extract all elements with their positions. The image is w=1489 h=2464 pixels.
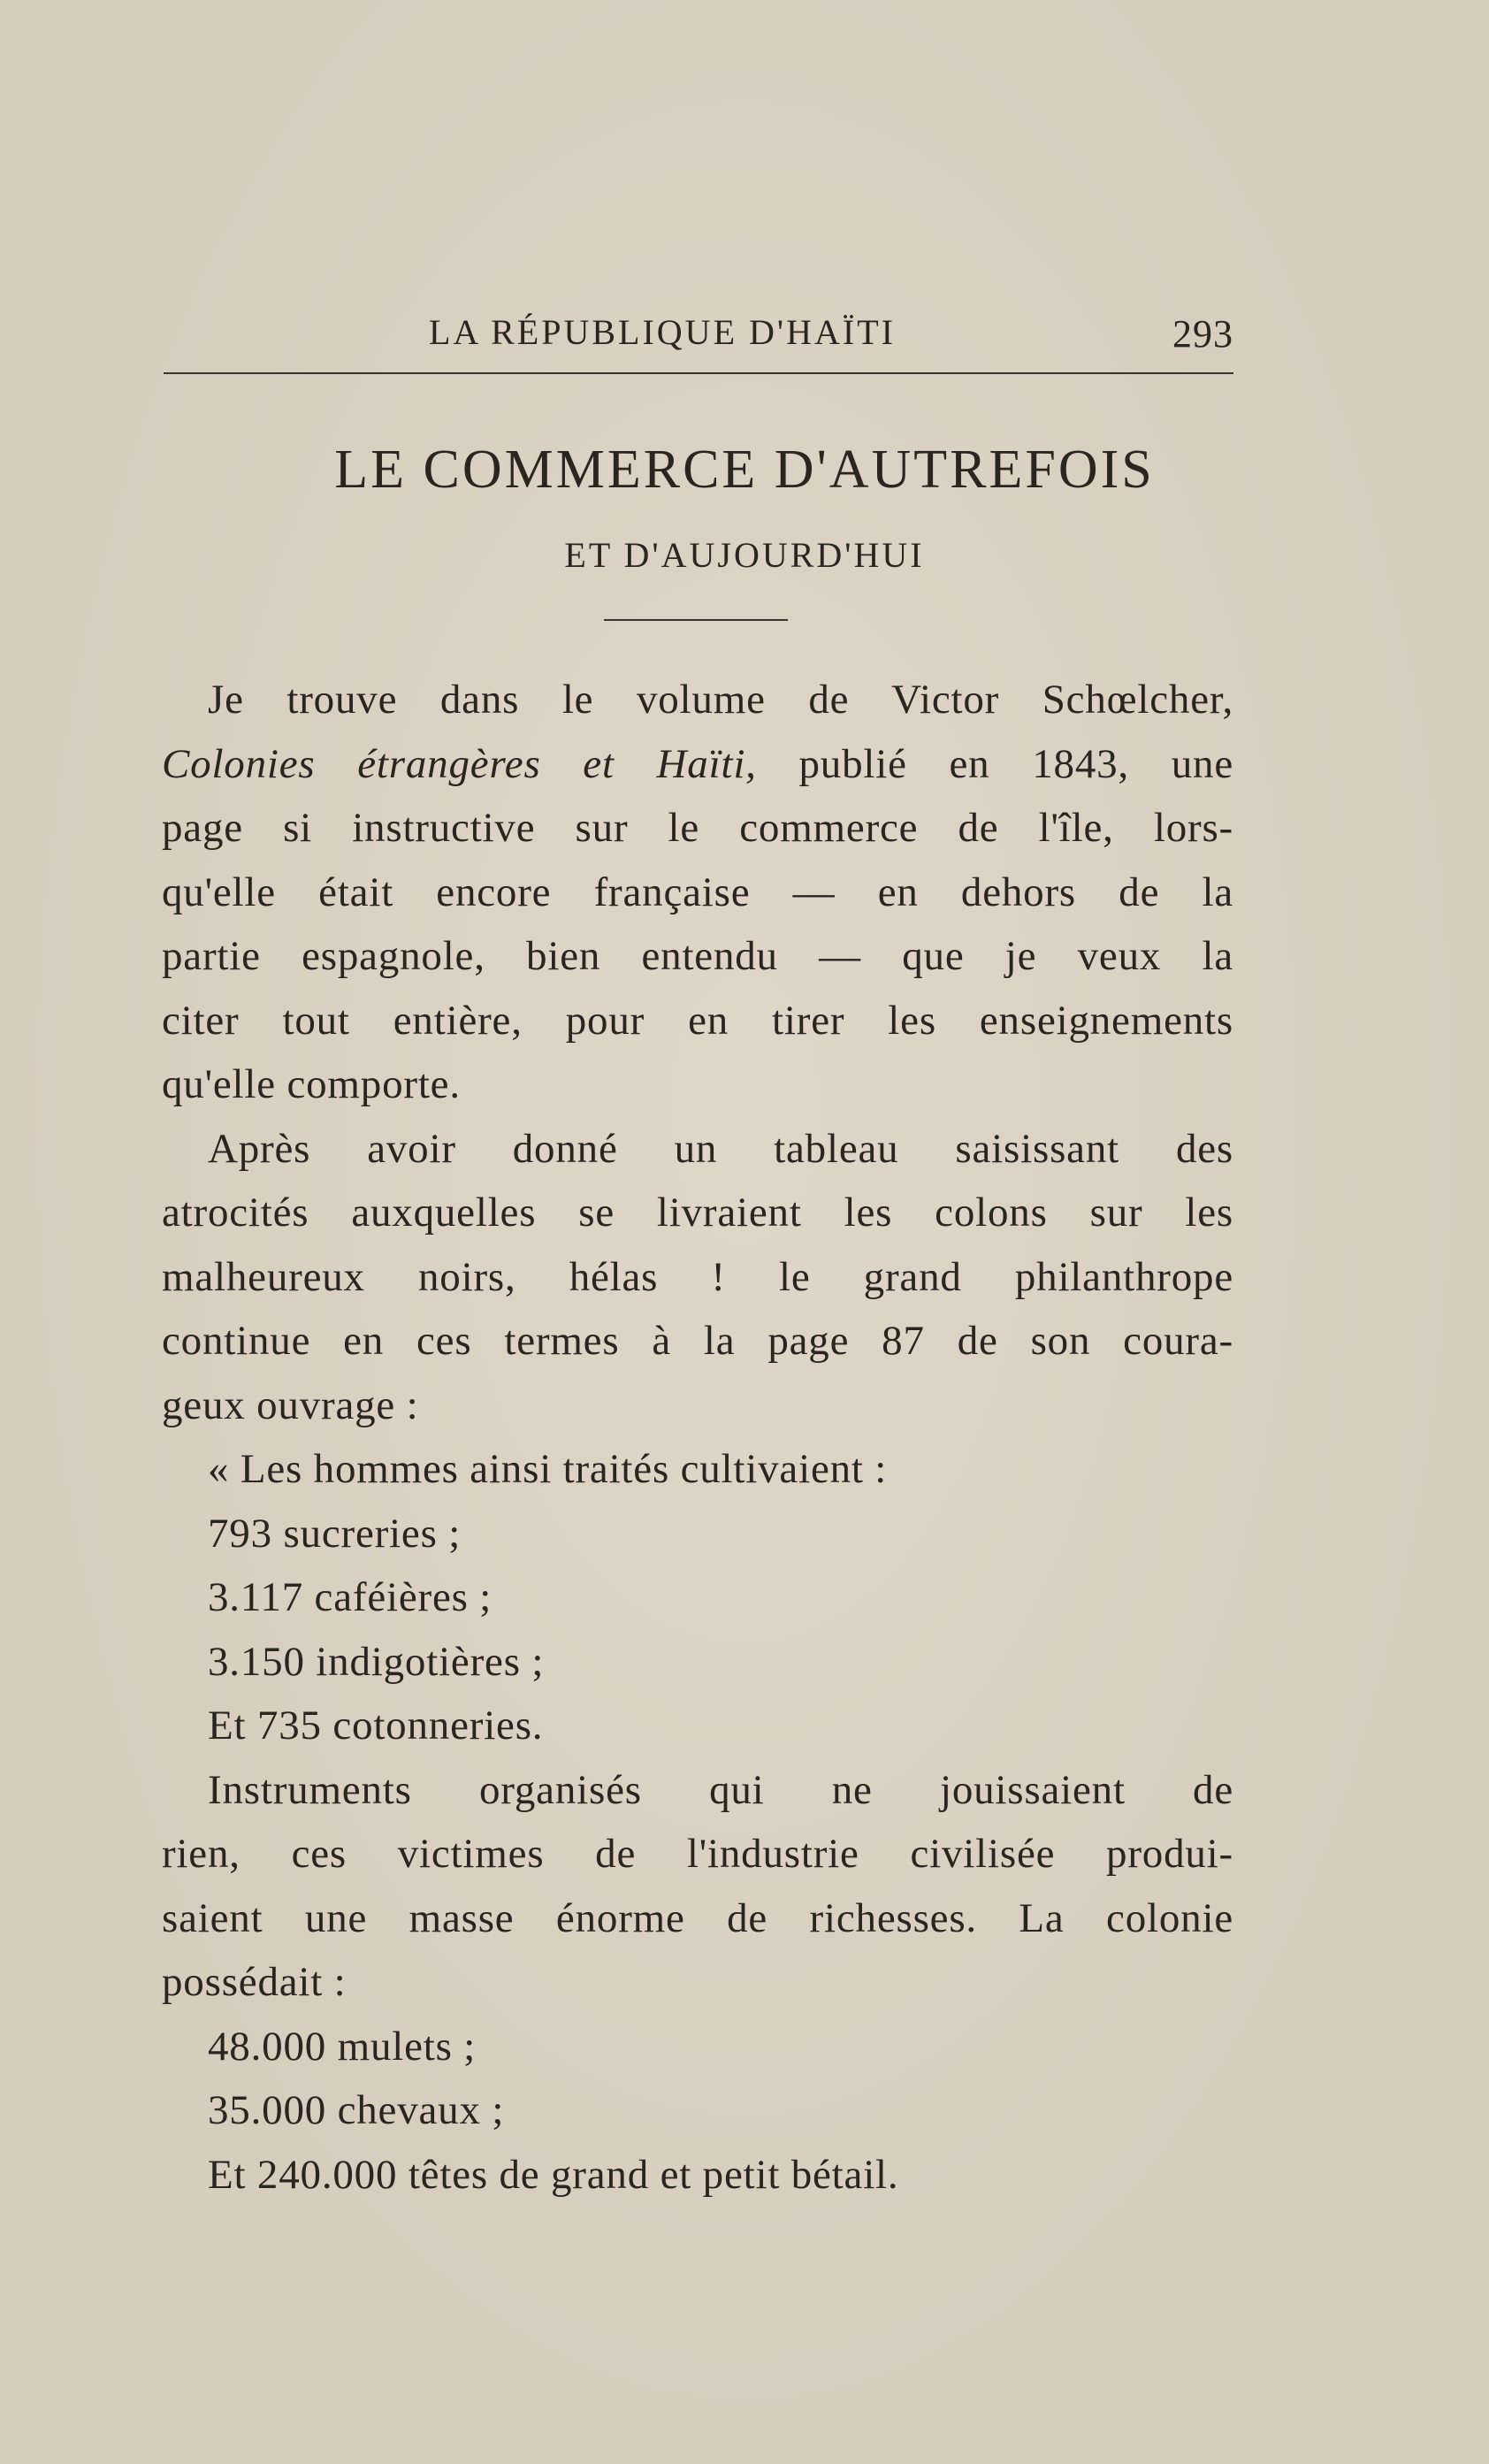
text-line: partie espagnole, bien entendu — que je veux la [162,933,1233,979]
chapter-subtitle: ET D'AUJOURD'HUI [564,535,925,575]
running-head [164,311,1233,373]
text-line: continue en ces termes à la page 87 de son coura- [162,1318,1233,1364]
text-line [162,732,1233,797]
book-title: Colonies étrangères et Haïti, [162,740,757,787]
running-title: LA RÉPUBLIQUE D'HAÏTI [429,312,896,352]
text-line: possédait : [162,1959,347,2005]
quote-line: 48.000 mulets ; [208,2023,477,2070]
text-line: qu'elle comporte. [162,1061,461,1107]
quote-line: 3.117 caféières ; [208,1574,493,1620]
quote-line: Et 735 cotonneries. [208,1703,544,1749]
text-line: rien, ces victimes de l'industrie civilisée produi- [162,1831,1233,1877]
text-line: malheureux noirs, hélas ! le grand philanthrope [162,1253,1233,1300]
text-line: saient une masse énorme de richesses. La colonie [162,1894,1233,1941]
text-fragment: publié en 1843, une [756,740,1233,787]
quote-line: Et 240.000 têtes de grand et petit bétail. [208,2151,899,2198]
title-rule [604,619,788,621]
page-number: 293 [1172,312,1233,356]
body-text [162,668,1233,2207]
text-line: page si instructive sur le commerce de l'île, lors- [162,805,1233,851]
text-line: atrocités auxquelles se livraient les colons sur les [162,1190,1233,1236]
quote-line: 3.150 indigotières ; [208,1638,545,1685]
text-line: Je trouve dans le volume de Victor Schœlcher, [208,677,1233,723]
chapter-title: LE COMMERCE D'AUTREFOIS [334,440,1155,500]
text-line: geux ouvrage : [162,1381,419,1428]
quote-line: 793 sucreries ; [208,1510,462,1557]
text-line: qu'elle était encore française — en dehors de la [162,869,1233,915]
text-line: Instruments organisés qui ne jouissaient de [208,1766,1233,1813]
text-line: Après avoir donné un tableau saisissant des [208,1125,1233,1172]
header-rule [164,372,1233,374]
text-line: citer tout entière, pour en tirer les enseignements [162,997,1233,1044]
quote-line: 35.000 chevaux ; [208,2087,505,2133]
quote-line: « Les hommes ainsi traités cultivaient : [208,1446,888,1492]
